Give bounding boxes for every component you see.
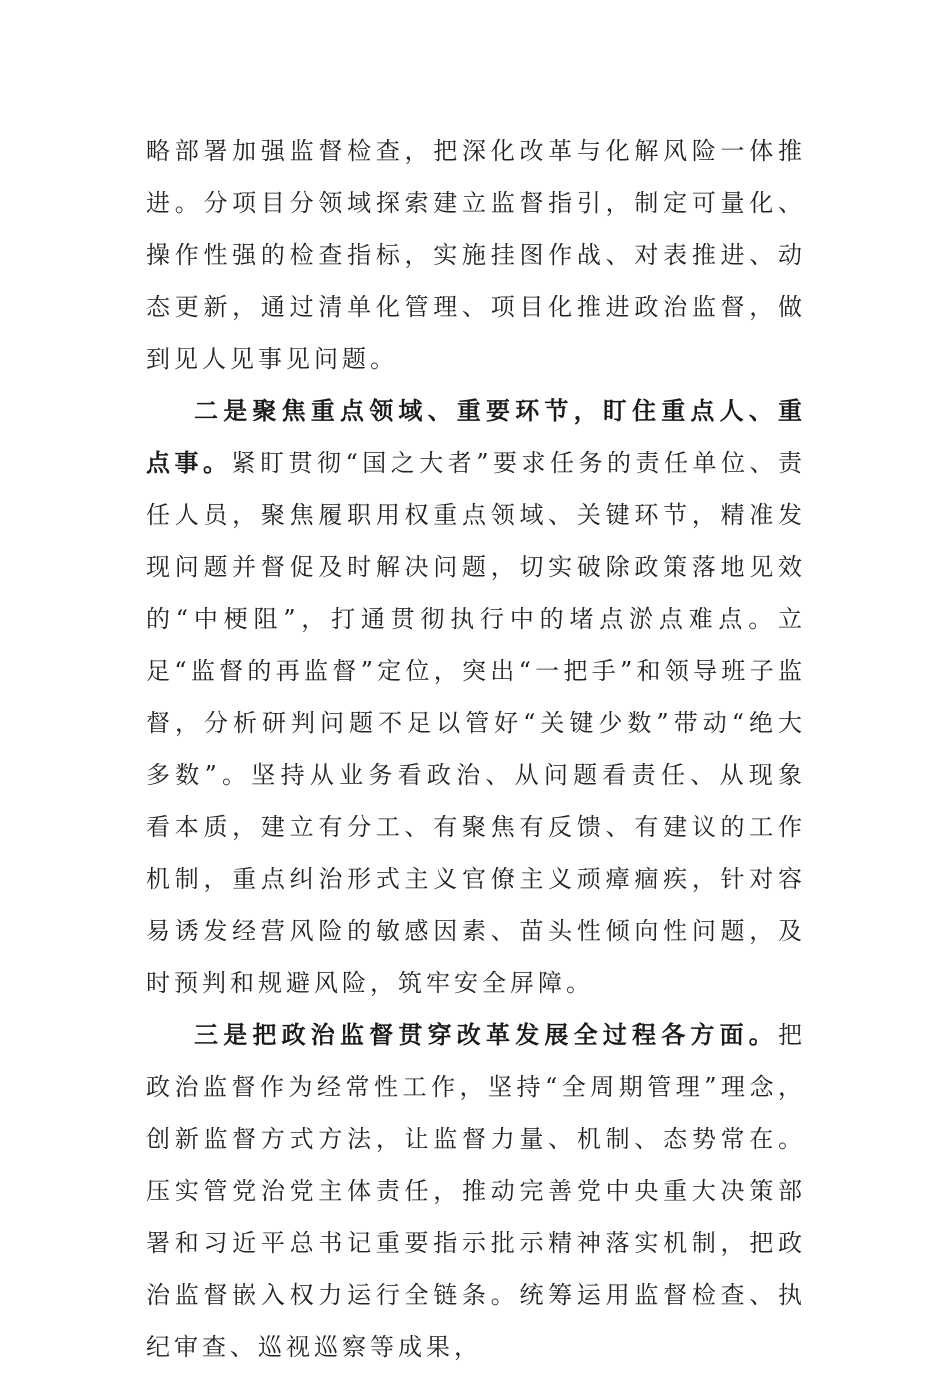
paragraph-3-text: 把政治监督作为经常性工作，坚持“全周期管理”理念，创新监督方式方法，让监督力量、机制、态势常在。压实管党治党主体责任，推动完善党中央重大决策部署和习近平总书记重要指示批示精神落实机制，把政治监督嵌入权力运行全链条。统筹运用监督检查、执纪审查、巡视巡察等成果， (146, 1021, 806, 1361)
paragraph-2-heading: 二是聚焦重点领域、重要环节，盯住重点人、重点事。 (146, 396, 806, 477)
paragraph-continuation (146, 125, 806, 385)
body-text (146, 125, 806, 1373)
paragraph-political-supervision (146, 1009, 806, 1373)
paragraph-3-heading: 三是把政治监督贯穿改革发展全过程各方面。 (194, 1020, 778, 1049)
paragraph-1-text: 略部署加强监督检查，把深化改革与化解风险一体推进。分项目分领域探索建立监督指引，制定可量化、操作性强的检查指标，实施挂图作战、对表推进、动态更新，通过清单化管理、项目化推进政治监督，做到见人见事见问题。 (146, 137, 806, 373)
paragraph-focus-key-areas (146, 385, 806, 1009)
paragraph-2-text: 紧盯贯彻“国之大者”要求任务的责任单位、责任人员，聚焦履职用权重点领域、关键环节，精准发现问题并督促及时解决问题，切实破除政策落地见效的“中梗阻”，打通贯彻执行中的堵点淤点难点。立足“监督的再监督”定位，突出“一把手”和领导班子监督，分析研判问题不足以管好“关键少数”带动“绝大多数”。坚持从业务看政治、从问题看责任、从现象看本质，建立有分工、有聚焦有反馈、有建议的工作机制，重点纠治形式主义官僚主义顽瘴痼疾，针对容易诱发经营风险的敏感因素、苗头性倾向性问题，及时预判和规避风险，筑牢安全屏障。 (146, 449, 806, 997)
